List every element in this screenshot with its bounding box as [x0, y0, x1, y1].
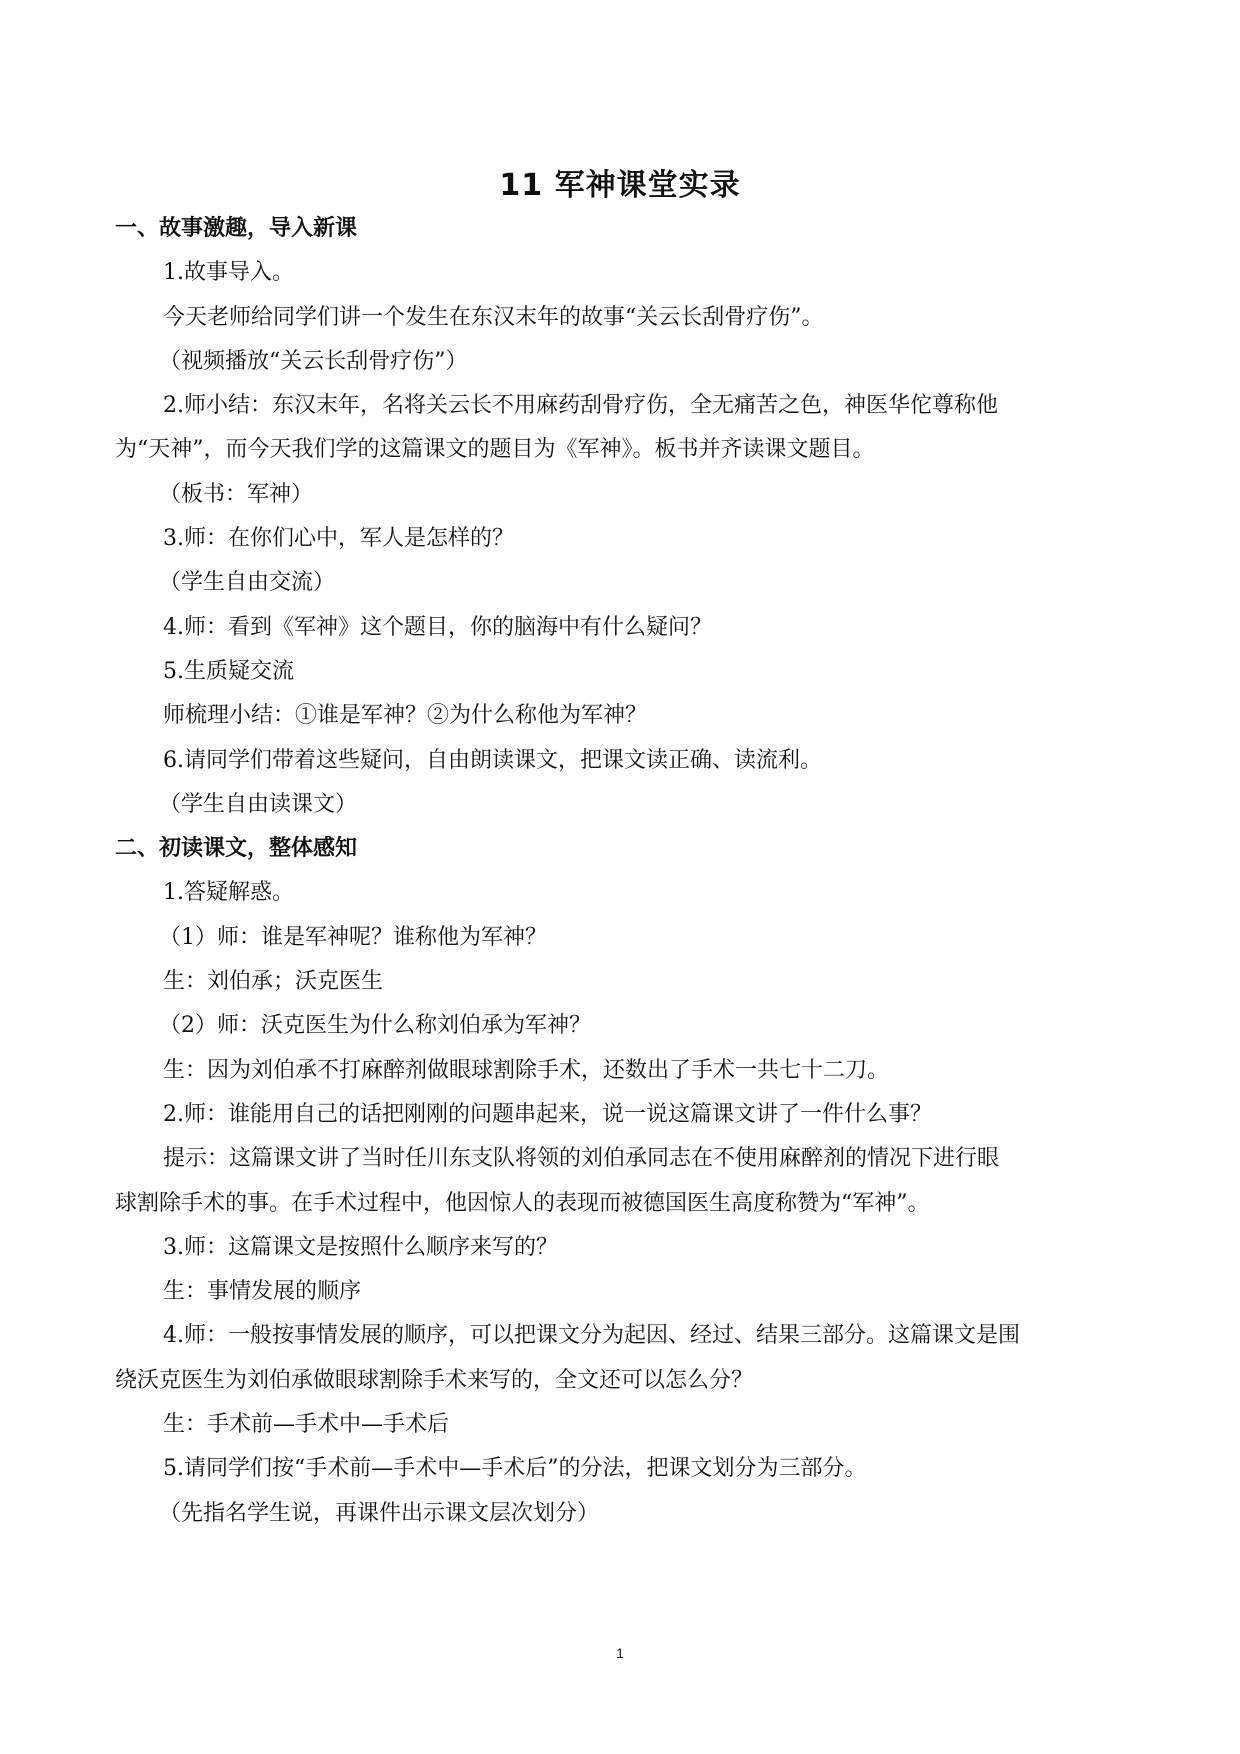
paragraph-line: 绕沃克医生为刘伯承做眼球割除手术来写的，全文还可以怎么分？	[115, 1367, 754, 1393]
paragraph-line: 3.师：这篇课文是按照什么顺序来写的？	[163, 1234, 558, 1260]
section-heading: 一、故事激趣，导入新课	[115, 216, 358, 241]
paragraph-line: 4.师：一般按事情发展的顺序，可以把课文分为起因、经过、结果三部分。这篇课文是围	[163, 1323, 1020, 1349]
paragraph-line: 1.故事导入。	[163, 260, 294, 286]
paragraph-line: 2.师小结：东汉末年，名将关云长不用麻药刮骨疗伤，全无痛苦之色，神医华佗尊称他	[163, 393, 998, 419]
paragraph-line: 2.师：谁能用自己的话把刚刚的问题串起来，说一说这篇课文讲了一件什么事？	[163, 1101, 932, 1127]
paragraph-line: （2）师：沃克医生为什么称刘伯承为军神？	[159, 1013, 591, 1039]
paragraph-line: （先指名学生说，再课件出示课文层次划分）	[159, 1500, 600, 1526]
paragraph-line: 今天老师给同学们讲一个发生在东汉末年的故事“关云长刮骨疗伤”。	[163, 304, 824, 330]
document-title: 11 军神课堂实录	[499, 168, 741, 203]
paragraph-line: 5.生质疑交流	[163, 658, 294, 684]
paragraph-line: 3.师：在你们心中，军人是怎样的？	[163, 526, 514, 552]
paragraph-line: 生：刘伯承；沃克医生	[163, 969, 384, 995]
paragraph-line: 1.答疑解惑。	[163, 880, 294, 906]
paragraph-line: （1）师：谁是军神呢？谁称他为军神？	[159, 924, 547, 950]
paragraph-line: 师梳理小结：①谁是军神？②为什么称他为军神？	[163, 703, 648, 729]
paragraph-line: 4.师：看到《军神》这个题目，你的脑海中有什么疑问？	[163, 614, 712, 640]
page-number: 1	[616, 1645, 624, 1661]
paragraph-line: 6.请同学们带着这些疑问，自由朗读课文，把课文读正确、读流利。	[163, 747, 822, 773]
paragraph-line: 提示：这篇课文讲了当时任川东支队将领的刘伯承同志在不使用麻醉剂的情况下进行眼	[163, 1146, 1000, 1172]
document-body	[115, 207, 1125, 1536]
paragraph-line: （视频播放“关云长刮骨疗伤”）	[159, 348, 468, 374]
paragraph-line: （板书：军神）	[159, 481, 314, 507]
section-heading: 二、初读课文，整体感知	[115, 836, 358, 862]
paragraph-line: 球割除手术的事。在手术过程中，他因惊人的表现而被德国医生高度称赞为“军神”。	[115, 1190, 930, 1216]
paragraph-line: （学生自由读课文）	[159, 791, 358, 817]
paragraph-line: 生：因为刘伯承不打麻醉剂做眼球割除手术，还数出了手术一共七十二刀。	[163, 1057, 890, 1083]
paragraph-line: 生：事情发展的顺序	[163, 1279, 362, 1305]
paragraph-line: 生：手术前—手术中—手术后	[163, 1412, 450, 1438]
paragraph-line: （学生自由交流）	[159, 570, 336, 596]
paragraph-line: 为“天神”，而今天我们学的这篇课文的题目为《军神》。板书并齐读课文题目。	[115, 437, 875, 463]
paragraph-line: 5.请同学们按“手术前—手术中—手术后”的分法，把课文划分为三部分。	[163, 1456, 867, 1482]
